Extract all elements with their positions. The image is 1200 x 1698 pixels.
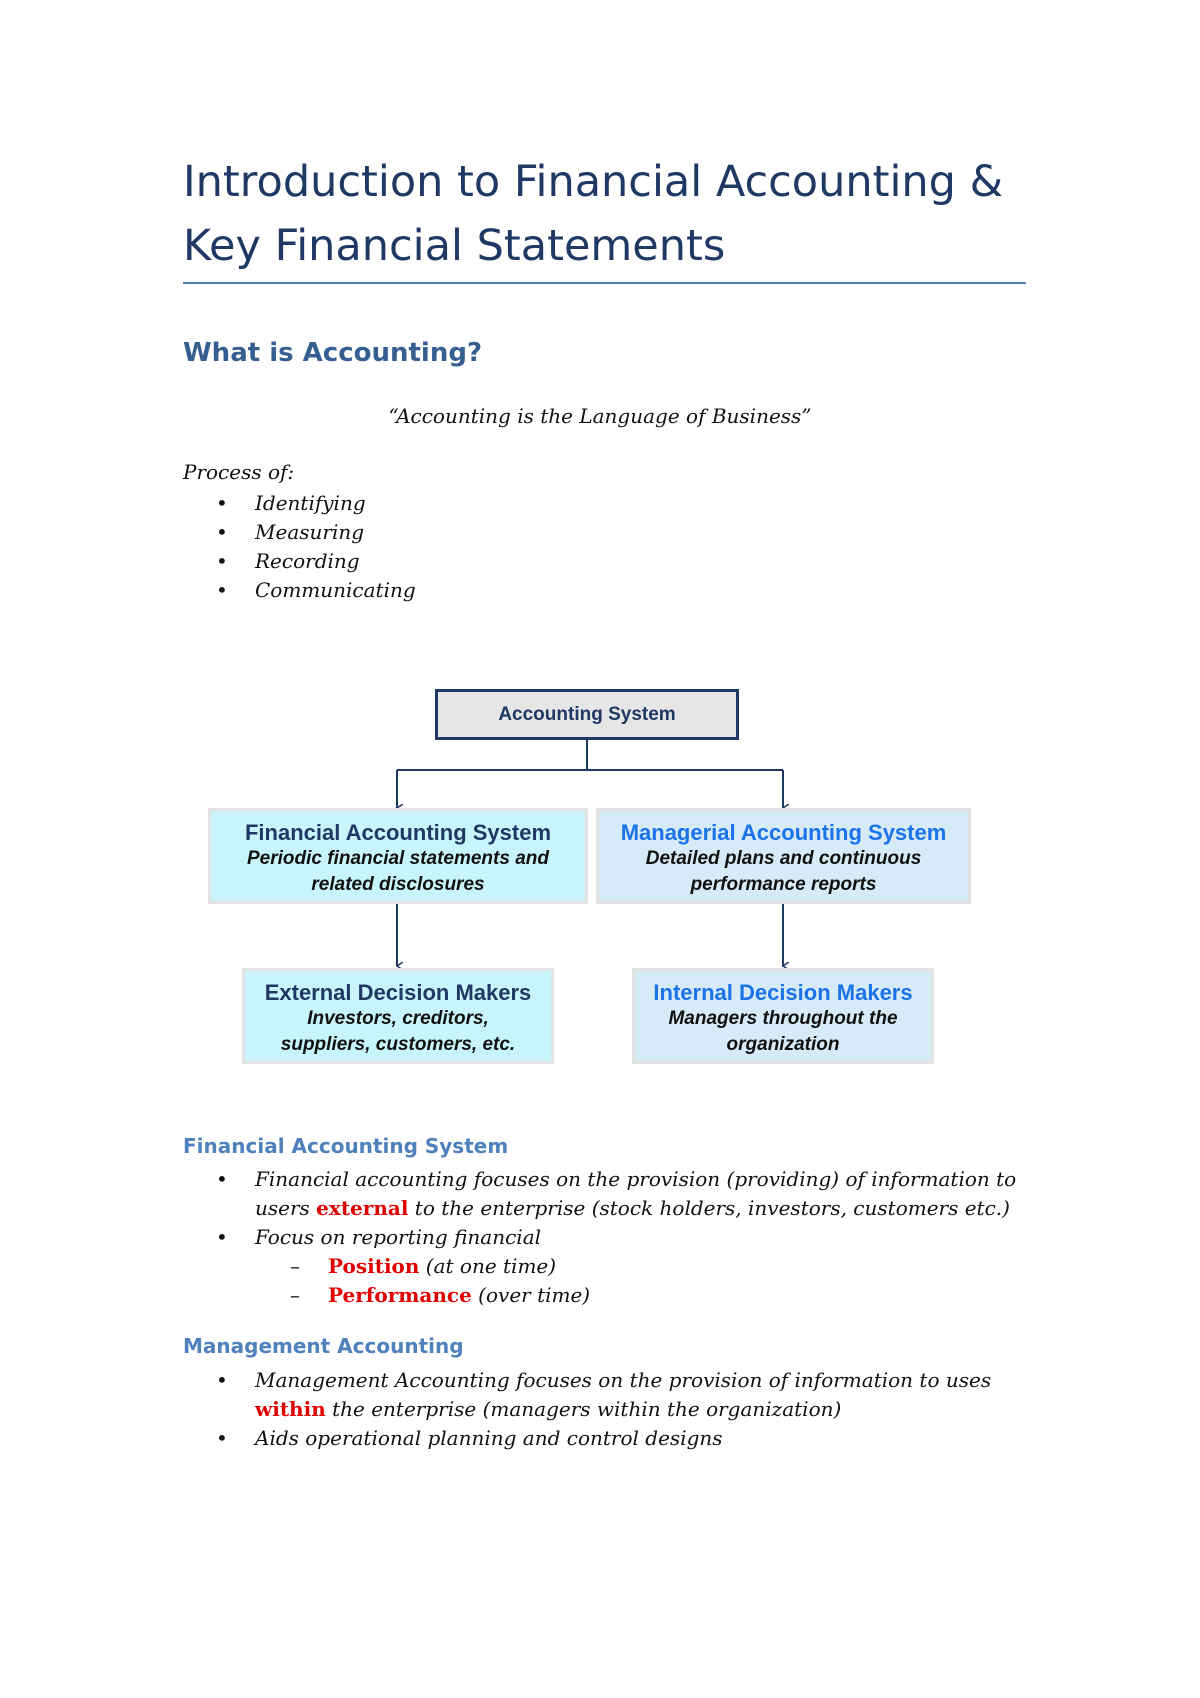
list-item: • Focus on reporting financial [183, 1223, 1016, 1252]
internal-decision-makers-box [632, 968, 934, 1064]
title-line-2: Key Financial Statements [183, 221, 726, 271]
list-item: • Identifying [183, 489, 416, 518]
list-item [183, 1165, 1016, 1223]
section-heading-financial-accounting-system: Financial Accounting System [183, 1134, 509, 1158]
box-subtitle-line: Investors, creditors, [307, 1008, 489, 1029]
text-run: (at one time) [419, 1254, 557, 1278]
box-subtitle-line: Managers throughout the [668, 1008, 898, 1029]
text-run: to the enterprise (stock holders, investors, customers etc.) [408, 1196, 1010, 1220]
box-subtitle-line: Detailed plans and continuous [645, 848, 922, 869]
process-label: Process of: [183, 460, 295, 484]
sub-list-item [183, 1252, 1016, 1281]
highlight-position: Position [328, 1254, 420, 1278]
text-run: the enterprise (managers within the organization) [325, 1397, 842, 1421]
list-item: • Measuring [183, 518, 416, 547]
sub-list-item [183, 1281, 1016, 1310]
box-subtitle-line: performance reports [690, 874, 877, 895]
box-title: External Decision Makers [264, 980, 532, 1005]
accounting-system-box: Accounting System [435, 689, 739, 740]
text-run: Management Accounting focuses on the provision of information to uses [255, 1368, 992, 1392]
highlight-within: within [255, 1397, 326, 1421]
box-subtitle-line: Periodic financial statements and [247, 848, 549, 869]
section-heading-management-accounting: Management Accounting [183, 1334, 464, 1358]
financial-accounting-system-box [208, 808, 588, 904]
list-item: • Recording [183, 547, 416, 576]
section-heading-what-is-accounting: What is Accounting? [183, 338, 483, 368]
highlight-performance: Performance [328, 1283, 472, 1307]
managerial-accounting-system-box [596, 808, 971, 904]
financial-accounting-list [183, 1165, 1016, 1310]
text-run: users [255, 1196, 317, 1220]
list-item [183, 1366, 991, 1424]
box-subtitle-line: organization [726, 1034, 840, 1055]
list-item: • Aids operational planning and control designs [183, 1424, 991, 1453]
box-title: Financial Accounting System [244, 820, 552, 845]
management-accounting-list [183, 1366, 991, 1453]
quote: “Accounting is the Language of Business” [388, 404, 812, 428]
external-decision-makers-box [242, 968, 554, 1064]
box-title: Managerial Accounting System [620, 820, 947, 845]
text-run: (over time) [471, 1283, 591, 1307]
title-line-1: Introduction to Financial Accounting & [183, 157, 1004, 207]
text-run: Financial accounting focuses on the provision (providing) of information to [255, 1167, 1017, 1191]
box-subtitle-line: suppliers, customers, etc. [280, 1034, 516, 1055]
highlight-external: external [316, 1196, 409, 1220]
box-title: Internal Decision Makers [653, 980, 913, 1005]
list-item: • Communicating [183, 576, 416, 605]
box-subtitle-line: related disclosures [311, 874, 485, 895]
